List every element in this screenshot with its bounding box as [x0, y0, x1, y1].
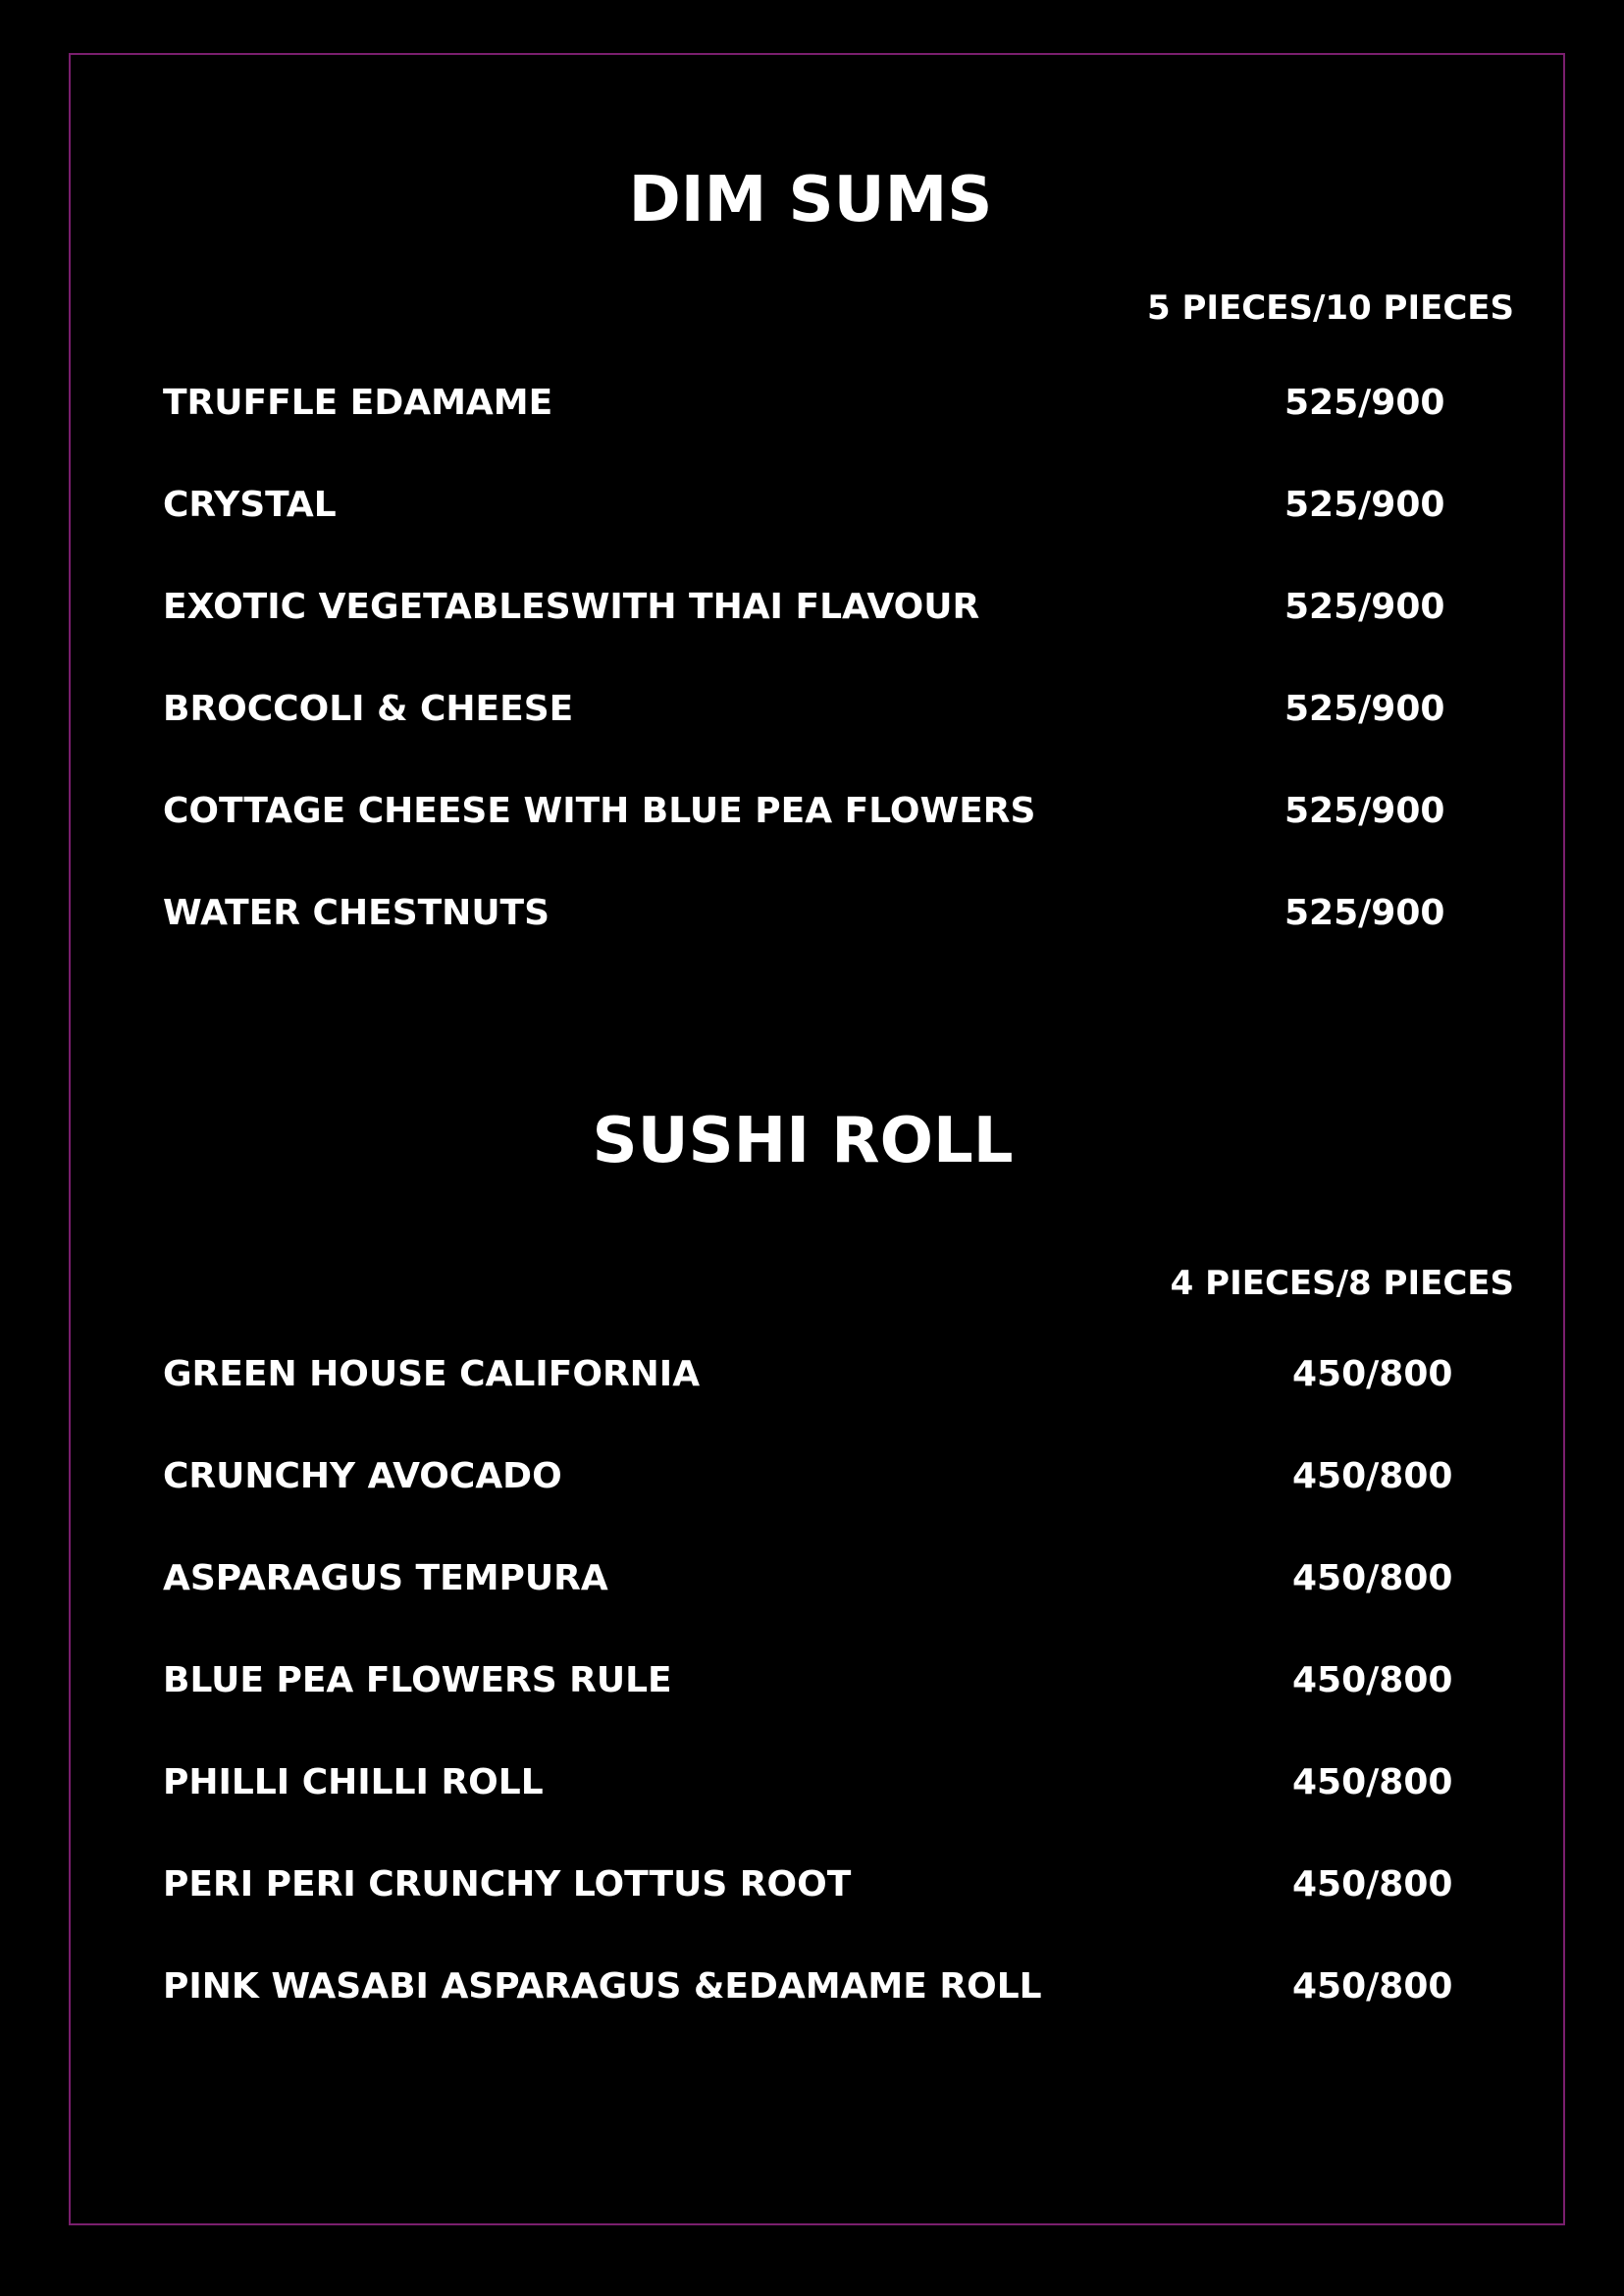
menu-item-name: BLUE PEA FLOWERS RULE [163, 1660, 672, 1700]
menu-item [163, 1656, 1517, 1705]
menu-item-price: 450/800 [1292, 1660, 1453, 1700]
menu-item-name: TRUFFLE EDAMAME [163, 383, 553, 423]
menu-item [163, 583, 1517, 632]
menu-item-name: PHILLI CHILLI ROLL [163, 1762, 544, 1802]
portion-header-dim-sums: 5 PIECES/10 PIECES [1147, 288, 1514, 328]
menu-item-price: 525/900 [1284, 587, 1445, 627]
menu-item [163, 889, 1517, 938]
menu-item-name: EXOTIC VEGETABLESWITH THAI FLAVOUR [163, 587, 980, 627]
menu-item-price: 450/800 [1292, 1354, 1453, 1394]
menu-item [163, 1860, 1517, 1909]
menu-item-price: 525/900 [1284, 485, 1445, 525]
menu-item-name: BROCCOLI & CHEESE [163, 689, 574, 729]
menu-item [163, 685, 1517, 734]
menu-item-price: 525/900 [1284, 893, 1445, 933]
menu-item-price: 450/800 [1292, 1456, 1453, 1496]
menu-item-price: 525/900 [1284, 791, 1445, 831]
menu-item-name: PINK WASABI ASPARAGUS &EDAMAME ROLL [163, 1966, 1042, 2007]
menu-item-name: COTTAGE CHEESE WITH BLUE PEA FLOWERS [163, 791, 1036, 831]
menu-item [163, 1554, 1517, 1603]
menu-item [163, 1452, 1517, 1501]
menu-item [163, 379, 1517, 428]
section-title-sushi-roll: SUSHI ROLL [592, 1105, 1014, 1177]
menu-item-name: ASPARAGUS TEMPURA [163, 1558, 608, 1598]
menu-item [163, 1758, 1517, 1807]
menu-item [163, 1962, 1517, 2011]
menu-item-name: WATER CHESTNUTS [163, 893, 550, 933]
menu-item [163, 1350, 1517, 1399]
menu-item-price: 525/900 [1284, 689, 1445, 729]
menu-item-name: GREEN HOUSE CALIFORNIA [163, 1354, 701, 1394]
menu-item-name: CRYSTAL [163, 485, 337, 525]
menu-item-price: 450/800 [1292, 1966, 1453, 2007]
menu-item [163, 481, 1517, 530]
menu-item-name: PERI PERI CRUNCHY LOTTUS ROOT [163, 1864, 852, 1905]
section-title-dim-sums: DIM SUMS [628, 164, 993, 236]
menu-item-name: CRUNCHY AVOCADO [163, 1456, 562, 1496]
menu-item-price: 525/900 [1284, 383, 1445, 423]
menu-item-price: 450/800 [1292, 1558, 1453, 1598]
menu-item [163, 787, 1517, 836]
menu-item-price: 450/800 [1292, 1864, 1453, 1905]
portion-header-sushi-roll: 4 PIECES/8 PIECES [1170, 1264, 1514, 1303]
menu-item-price: 450/800 [1292, 1762, 1453, 1802]
